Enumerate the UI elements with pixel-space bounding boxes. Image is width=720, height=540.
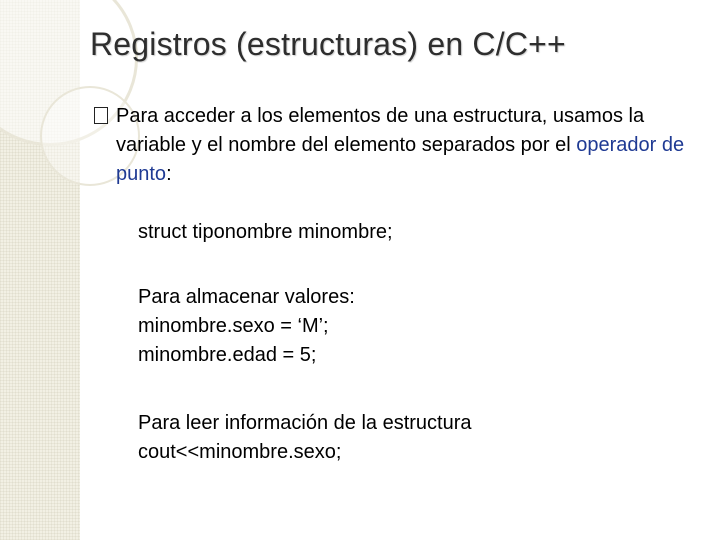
code-line-assign-sexo: minombre.sexo = ‘M’; (138, 315, 329, 337)
bullet-text-end: : (166, 163, 172, 185)
code-line-assign-edad: minombre.edad = 5; (138, 344, 317, 366)
code-line-read-heading: Para leer información de la estructura (138, 412, 472, 434)
slide-content (90, 102, 690, 467)
bullet-point (90, 102, 690, 189)
square-bullet-icon (94, 107, 108, 124)
slide-title: Registros (estructuras) en C/C++ (90, 26, 566, 62)
code-example (90, 218, 690, 467)
highlighted-term: operador de punto (116, 134, 685, 185)
code-line-store-heading: Para almacenar valores: (138, 286, 355, 308)
bullet-text: Para acceder a los elementos de una estructura, usamos la variable y el nombre del elemento separados por el (116, 105, 645, 156)
code-line-read-stmt: cout<<minombre.sexo; (138, 441, 342, 463)
code-line-declaration: struct tiponombre minombre; (138, 221, 393, 243)
